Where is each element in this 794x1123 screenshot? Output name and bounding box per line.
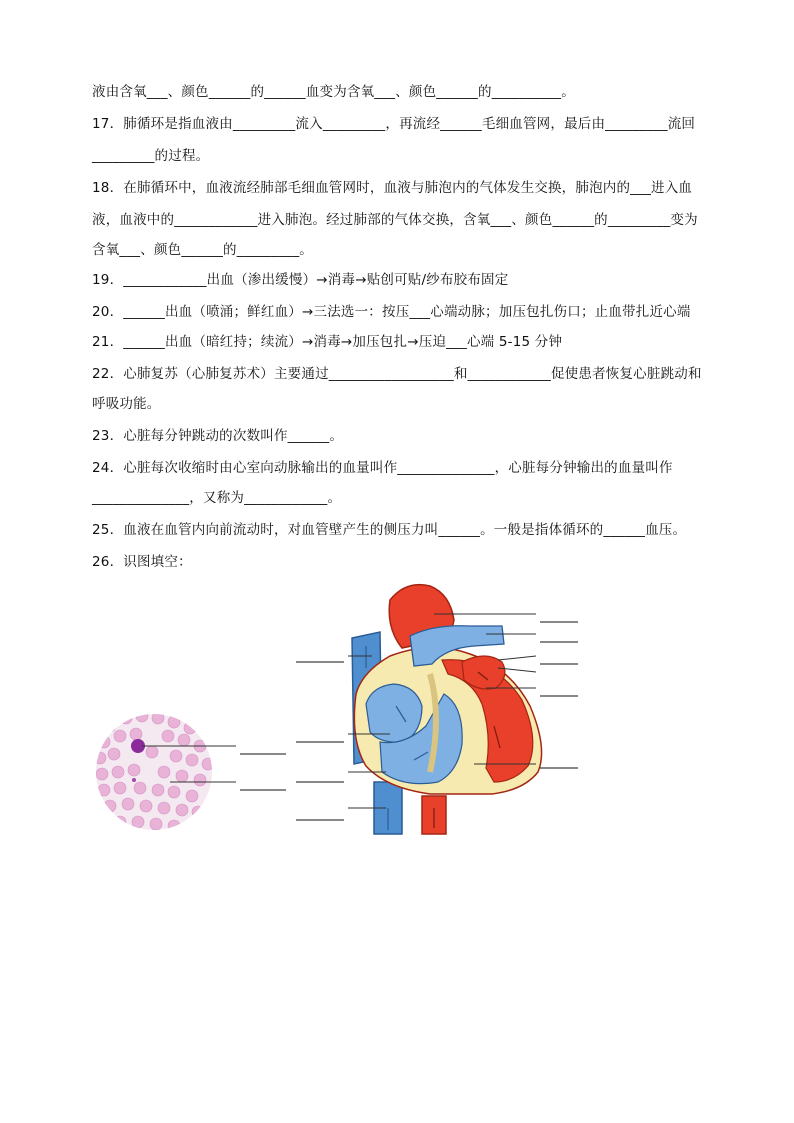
figure-area bbox=[90, 576, 590, 846]
figure-svg bbox=[90, 576, 590, 846]
question-18: 18．在肺循环中，血液流经肺部毛细血管网时，血液与肺泡内的气体发生交换，肺泡内的___进入血 bbox=[92, 180, 693, 196]
question-24: 24．心脏每次收缩时由心室向动脉输出的血量叫作______________，心脏每分钟输出的血量叫作 bbox=[92, 460, 673, 476]
question-25: 25．血液在血管内向前流动时，对血管壁产生的侧压力叫______。一般是指体循环的______血压。 bbox=[92, 522, 687, 538]
question-19: 19．____________出血（渗出缓慢）→消毒→贴创可贴/纱布胶布固定 bbox=[92, 272, 509, 288]
question-22-cont: 呼吸功能。 bbox=[92, 396, 161, 412]
question-24-cont: ______________，又称为____________。 bbox=[92, 490, 342, 506]
question-17: 17．肺循环是指血液由_________流入_________，再流经______毛细血管网，最后由_________流回 bbox=[92, 116, 696, 132]
question-22: 22．心肺复苏（心肺复苏术）主要通过__________________和____________促使患者恢复心脏跳动和 bbox=[92, 366, 702, 382]
question-18-cont2: 含氧___、颜色______的_________。 bbox=[92, 242, 313, 258]
question-20: 20．______出血（喷涌；鲜红血）→三法选一：按压___心端动脉；加压包扎伤口；止血带扎近心端 bbox=[92, 304, 691, 320]
platelet bbox=[132, 778, 136, 782]
question-17-cont: _________的过程。 bbox=[92, 148, 210, 164]
heart-diagram-image bbox=[296, 576, 578, 841]
question-21: 21．______出血（暗红持；续流）→消毒→加压包扎→压迫___心端 5-15 分钟 bbox=[92, 334, 563, 350]
question-23: 23．心脏每分钟跳动的次数叫作______。 bbox=[92, 428, 344, 444]
question-26: 26．识图填空： bbox=[92, 554, 192, 570]
question-18-cont1: 液，血液中的____________进入肺泡。经过肺部的气体交换，含氧___、颜色______的_________变为 bbox=[92, 212, 698, 228]
blood-smear-image bbox=[94, 710, 286, 832]
line-16-cont: 液由含氧___、颜色______的______血变为含氧___、颜色______的__________。 bbox=[92, 84, 575, 100]
